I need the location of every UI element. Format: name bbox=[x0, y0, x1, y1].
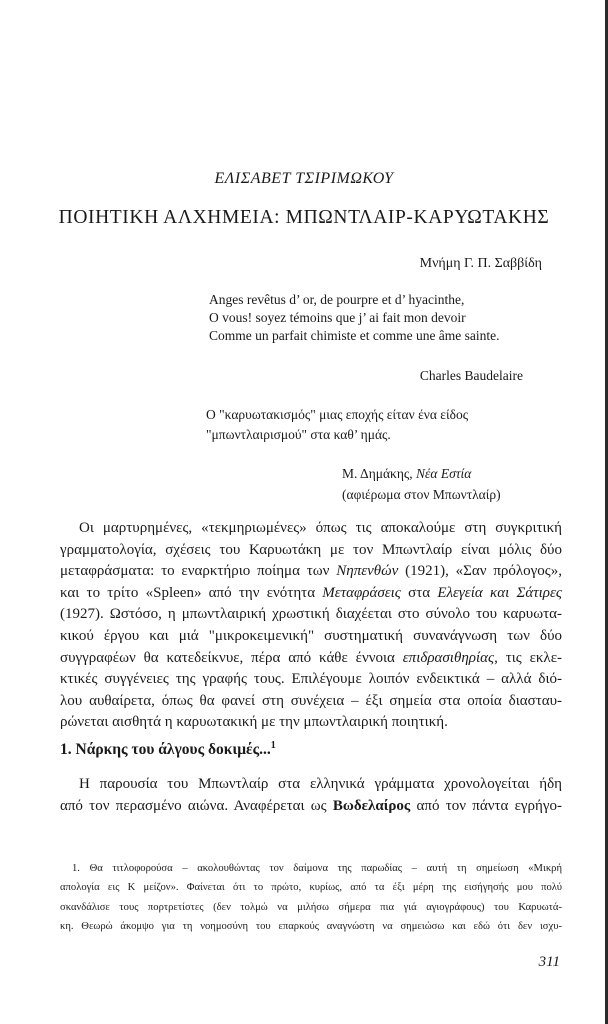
section-heading bbox=[60, 740, 276, 759]
italic-title: Μεταφράσεις bbox=[322, 584, 401, 601]
page-number: 311 bbox=[538, 954, 560, 970]
article-title: ΠΟΙΗΤΙΚΗ ΑΛΧΗΜΕΙΑ: ΜΠΩΝΤΛΑΙΡ-ΚΑΡΥΩΤΑΚΗΣ bbox=[58, 207, 550, 228]
text-line: κτικές συγγένειες της γραφής τους. Επιλέγουμε λοιπόν ενδεικτικά – αλλά διό- bbox=[60, 671, 562, 688]
text-line: (1927). Ωστόσο, η μπωντλαιρική χρωστική διαχέεται στο σύνολο του καρυωτα- bbox=[60, 606, 562, 623]
text-span: μεταφράσματα: το εναρκτήριο ποίημα των bbox=[60, 563, 337, 580]
text-line bbox=[60, 796, 562, 818]
epigraph-poem bbox=[209, 291, 500, 345]
text-line bbox=[60, 561, 562, 583]
poem-line: Comme un parfait chimiste et comme une âme sainte. bbox=[209, 328, 500, 343]
footnote bbox=[60, 859, 562, 937]
text-line: Η παρουσία του Μπωντλαίρ στα ελληνικά γράμματα χρονολογείται ήδη bbox=[79, 776, 562, 792]
quote-source-name: Μ. Δημάκης, bbox=[342, 466, 417, 481]
text-span: από τον περασμένο αιώνα. Αναφέρεται ως bbox=[60, 797, 333, 814]
text-line: λου αυθαίρετα, όπως θα φανεί στη συνέχεια – έξι σημεία στα οποία διασταυ- bbox=[60, 692, 562, 709]
text-line: ρώνεται αισθητά η καρυωτακική με την μπωντλαιρική ποιητική. bbox=[60, 714, 448, 731]
footnote-line: σκανδάλισε τους πορτρετίστες (δεν τολμώ να μιλήσω σήμερα πια γιά αγιογράφους) του Καρυωτά- bbox=[60, 901, 562, 913]
text-line: γραμματολογία, σχέσεις του Καρυωτάκη με τον Μπωντλαίρ είναι μόλις δύο bbox=[60, 541, 562, 558]
text-line bbox=[60, 648, 562, 670]
text-span: , τις εκλε- bbox=[494, 649, 562, 666]
text-span: συγγραφέων θα κατεδείκνυε, πέρα από κάθε έννοια bbox=[60, 649, 403, 666]
dedication: Μνήμη Γ. Π. Σαββίδη bbox=[419, 256, 542, 271]
quote-source bbox=[342, 463, 501, 505]
italic-term: επιδρασιθηρίας bbox=[402, 649, 495, 666]
italic-title: Νηπενθών bbox=[336, 563, 399, 580]
text-span: και το τρίτο «Spleen» από την ενότητα bbox=[60, 584, 323, 601]
poem-line: Anges revêtus d’ or, de pourpre et d’ hyacinthe, bbox=[209, 292, 465, 307]
poem-attribution: Charles Baudelaire bbox=[419, 368, 523, 383]
paragraph-2 bbox=[60, 774, 562, 817]
italic-title: Ελεγεία και Σάτιρες bbox=[437, 584, 562, 601]
epigraph-quote bbox=[206, 405, 468, 445]
quote-source-journal: Νέα Εστία bbox=[416, 466, 472, 481]
footnote-marker: 1 bbox=[270, 740, 276, 751]
text-line bbox=[60, 583, 562, 605]
text-line: κικού έργου και μιά "μικροκειμενική" συστηματική συνανάγνωση των δύο bbox=[60, 627, 562, 644]
text-span: (1921), «Σαν πρόλογος», bbox=[398, 563, 562, 580]
quote-source-note: (αφιέρωμα στον Μπωντλαίρ) bbox=[342, 487, 501, 502]
text-span: στα bbox=[400, 584, 438, 601]
bold-term: Βωδελαίρος bbox=[332, 797, 411, 814]
paragraph-1 bbox=[60, 518, 562, 734]
footnote-line: κη. Θεωρώ άκομψο για τη νοημοσύνη του επαρκούς αναγνώστη να σημειώσω και εδώ ότι δεν ισχυ- bbox=[60, 921, 562, 933]
quote-line: "μπωντλαιρισμού" στα καθ’ ημάς. bbox=[206, 427, 391, 442]
poem-line: O vous! soyez témoins que j’ ai fait mon devoir bbox=[209, 310, 466, 325]
article-author: ΕΛΙΣΑΒΕΤ ΤΣΙΡΙΜΩΚΟΥ bbox=[214, 170, 394, 187]
text-span: από τον πάντα εγρήγο- bbox=[410, 797, 562, 814]
text-line: Οι μαρτυρημένες, «τεκμηριωμένες» όπως τις αποκαλούμε στη συγκριτική bbox=[79, 520, 562, 536]
footnote-line: 1. Θα τιτλοφορούσα – ακολουθώντας τον δαίμονα της παρωδίας – αυτή τη σημείωση «Μικρή bbox=[72, 863, 562, 874]
section-heading-text: 1. Νάρκης του άλγους δοκιμές... bbox=[60, 741, 271, 759]
quote-line: Ο "καρυωτακισμός" μιας εποχής είταν ένα είδος bbox=[206, 407, 469, 422]
footnote-line: απολογία εις Κ μείζον». Φαίνεται ότι το πρώτο, κυρίως, από τα έξι μέρη της εισήγησής μου πολύ bbox=[60, 882, 562, 894]
